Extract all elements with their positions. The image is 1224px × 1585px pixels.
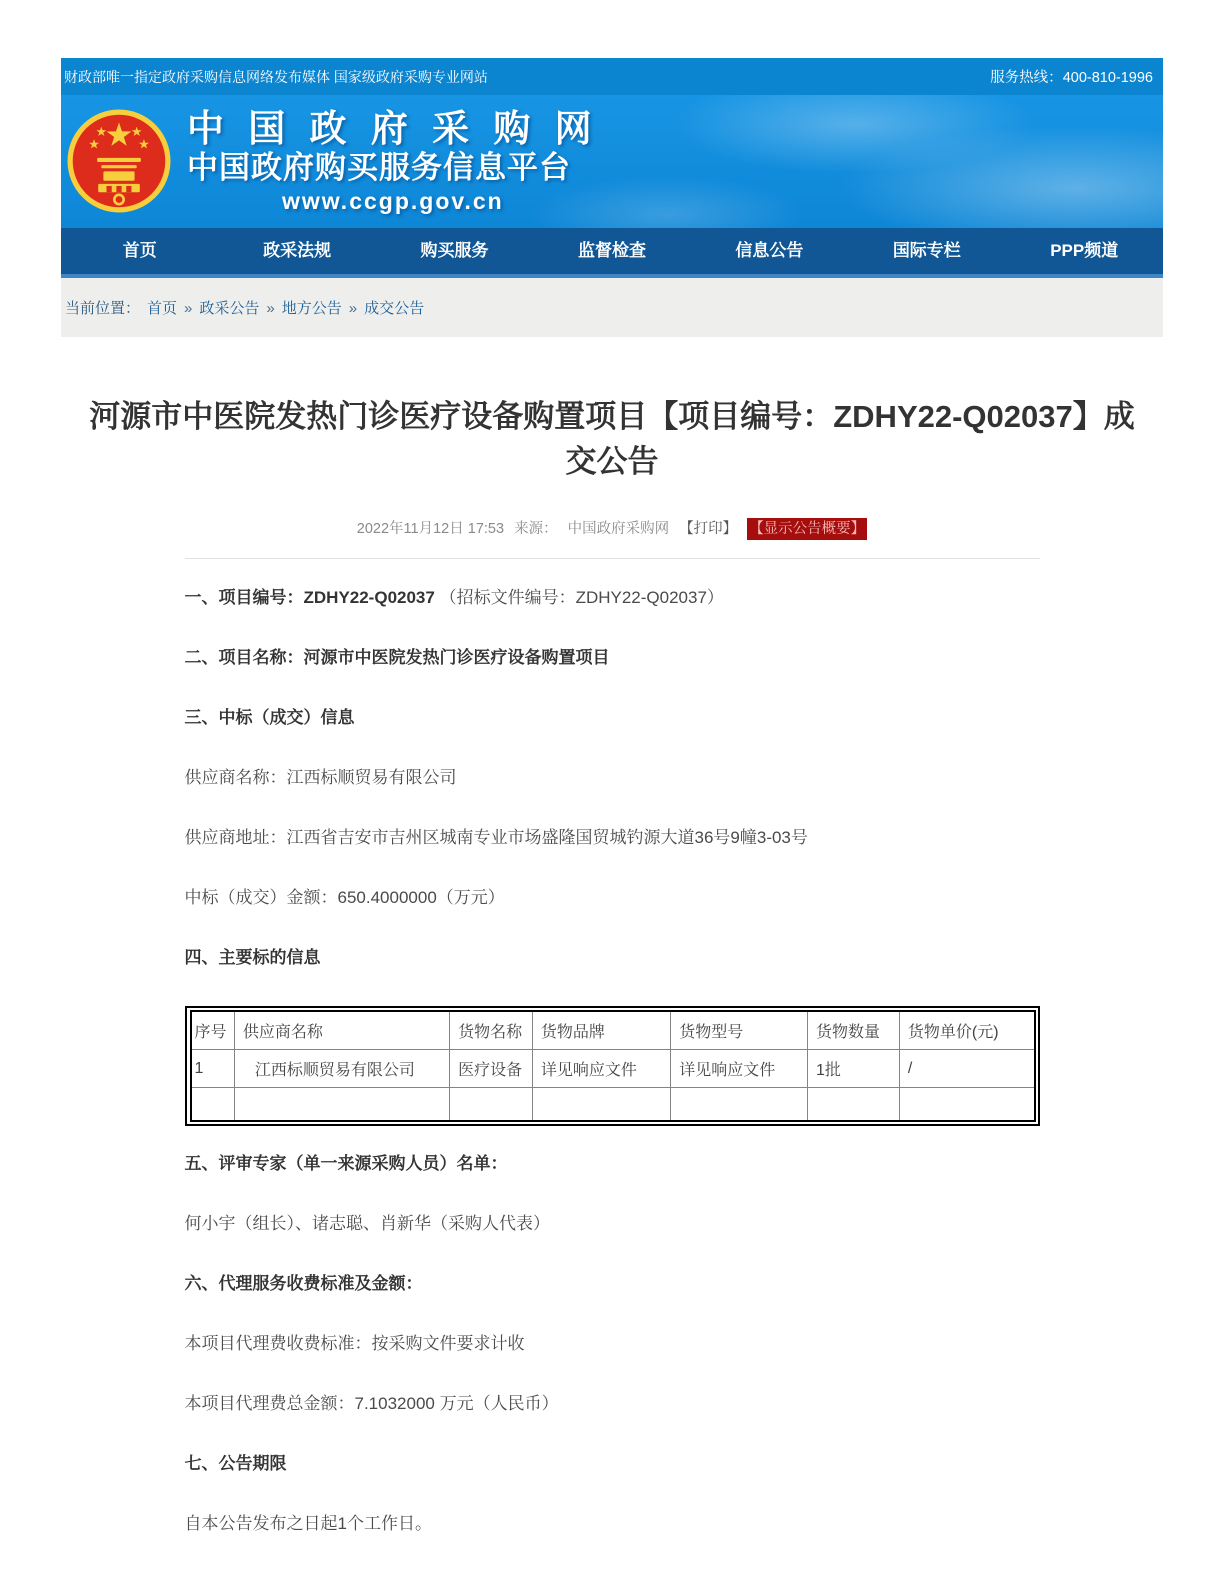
table-empty-cell-3	[532, 1088, 670, 1122]
print-button[interactable]: 【打印】	[679, 521, 738, 537]
table-empty-cell-1	[234, 1088, 449, 1122]
table-empty-cell-4	[671, 1088, 808, 1122]
announcement-period-line-text: 自本公告发布之日起1个工作日。	[184, 1514, 432, 1533]
goods-table-body	[191, 1050, 1035, 1122]
agency-fee-standard-line-text: 本项目代理费收费标准：按采购文件要求计收	[184, 1334, 525, 1353]
table-header-cell-1: 供应商名称	[234, 1011, 449, 1050]
nav-item-3[interactable]: 监督检查	[577, 241, 646, 260]
goods-table-wrap	[185, 1006, 1040, 1126]
award-amount-line	[185, 886, 1040, 910]
content-after-table	[185, 1152, 1040, 1536]
table-header-cell-6: 货物单价(元)	[899, 1011, 1034, 1050]
section-award-info-heading-bold: 三、中标（成交）信息	[184, 708, 355, 727]
table-header-cell-2: 货物名称	[450, 1011, 533, 1050]
section-agency-fee-heading	[185, 1272, 1040, 1296]
table-empty-row	[191, 1088, 1035, 1122]
experts-list-line	[185, 1212, 1040, 1236]
source-name: 中国政府采购网	[567, 521, 670, 537]
main-nav	[61, 228, 1163, 278]
supplier-name-line-text: 供应商名称：江西标顺贸易有限公司	[184, 768, 457, 787]
site-logo-link[interactable]	[61, 108, 599, 214]
supplier-address-line-text: 供应商地址：江西省吉安市吉州区城南专业市场盛隆国贸城钓源大道36号9幢3-03号	[184, 828, 808, 847]
section-main-subject-heading-bold: 四、主要标的信息	[184, 948, 321, 967]
publish-datetime: 2022年11月12日 17:53	[356, 521, 505, 537]
table-header-cell-0: 序号	[191, 1011, 235, 1050]
section-experts-heading-bold: 五、评审专家（单一来源采购人员）名单：	[184, 1154, 508, 1173]
nav-item-4[interactable]: 信息公告	[735, 241, 804, 260]
nav-item-5[interactable]: 国际专栏	[892, 241, 961, 260]
table-header-cell-3: 货物品牌	[532, 1011, 670, 1050]
table-cell-6: /	[899, 1050, 1034, 1088]
table-header-cell-5: 货物数量	[807, 1011, 899, 1050]
top-margin	[0, 0, 1224, 58]
section-announcement-period-heading	[185, 1452, 1040, 1476]
section-experts-heading	[185, 1152, 1040, 1176]
award-amount-line-text: 中标（成交）金额：650.4000000（万元）	[184, 888, 505, 907]
table-row	[191, 1050, 1035, 1088]
table-cell-4: 详见响应文件	[671, 1050, 808, 1088]
announcement-period-line	[185, 1512, 1040, 1536]
table-cell-5: 1批	[807, 1050, 899, 1088]
site-header	[61, 95, 1163, 228]
site-url: www.ccgp.gov.cn	[281, 187, 504, 214]
article	[61, 337, 1163, 1536]
source-label: 来源：	[514, 521, 558, 537]
section-agency-fee-heading-bold: 六、代理服务收费标准及金额：	[184, 1274, 423, 1293]
breadcrumb-item-2[interactable]: 地方公告	[281, 300, 342, 317]
table-cell-3: 详见响应文件	[532, 1050, 670, 1088]
table-empty-cell-5	[807, 1088, 899, 1122]
hotline-label: 服务热线：	[990, 70, 1063, 86]
section-project-name	[185, 646, 1040, 670]
table-empty-cell-6	[899, 1088, 1034, 1122]
agency-fee-total-line	[185, 1392, 1040, 1416]
topbar	[61, 58, 1163, 95]
breadcrumb-item-0[interactable]: 首页	[147, 300, 178, 317]
experts-list-line-text: 何小宇（组长）、诸志聪、肖新华（采购人代表）	[184, 1214, 550, 1233]
table-empty-cell-2	[450, 1088, 533, 1122]
table-cell-1: 江西标顺贸易有限公司	[234, 1050, 449, 1088]
section-award-info-heading	[185, 706, 1040, 730]
breadcrumb	[61, 278, 1163, 337]
page-title: 河源市中医院发热门诊医疗设备购置项目【项目编号：ZDHY22-Q02037】成交公告	[89, 399, 1135, 479]
table-empty-cell-0	[191, 1088, 235, 1122]
national-emblem-icon	[67, 109, 171, 213]
nav-item-2[interactable]: 购买服务	[420, 241, 489, 260]
breadcrumb-item-1[interactable]: 政采公告	[199, 300, 260, 317]
table-header-row	[191, 1011, 1035, 1050]
article-meta	[61, 517, 1163, 538]
nav-item-1[interactable]: 政采法规	[263, 241, 332, 260]
supplier-name-line	[185, 766, 1040, 790]
breadcrumb-label: 当前位置：	[65, 300, 141, 317]
section-project-name-bold: 二、项目名称：河源市中医院发热门诊医疗设备购置项目	[184, 648, 610, 667]
service-hotline	[990, 66, 1153, 87]
table-cell-0: 1	[191, 1050, 235, 1088]
section-announcement-period-heading-bold: 七、公告期限	[184, 1454, 287, 1473]
meta-divider	[185, 558, 1040, 559]
show-summary-button[interactable]: 【显示公告概要】	[747, 518, 867, 540]
table-cell-2: 医疗设备	[450, 1050, 533, 1088]
section-project-number-text: （招标文件编号：ZDHY22-Q02037）	[434, 588, 724, 607]
breadcrumb-separator: »	[348, 300, 358, 317]
supplier-address-line	[185, 826, 1040, 850]
header-titles	[187, 108, 599, 214]
breadcrumb-item-3[interactable]: 成交公告	[364, 300, 425, 317]
section-project-number	[185, 586, 1040, 610]
breadcrumb-links	[140, 297, 431, 318]
topbar-slogan: 财政部唯一指定政府采购信息网络发布媒体 国家级政府采购专业网站	[64, 68, 488, 85]
agency-fee-standard-line	[185, 1332, 1040, 1356]
breadcrumb-separator: »	[184, 300, 193, 317]
site-container	[61, 58, 1163, 1536]
nav-item-0[interactable]: 首页	[122, 241, 157, 260]
site-subtitle: 中国政府购买服务信息平台	[187, 149, 571, 185]
agency-fee-total-line-text: 本项目代理费总金额：7.1032000 万元（人民币）	[184, 1394, 559, 1413]
nav-item-6[interactable]: PPP频道	[1050, 241, 1119, 260]
breadcrumb-separator: »	[266, 300, 275, 317]
content-before-table	[185, 586, 1040, 970]
hotline-number: 400-810-1996	[1062, 70, 1153, 86]
goods-table	[190, 1010, 1036, 1122]
section-main-subject-heading	[185, 946, 1040, 970]
article-content	[185, 586, 1040, 1536]
section-project-number-bold: 一、项目编号：ZDHY22-Q02037	[184, 588, 435, 607]
site-name: 中 国 政 府 采 购 网	[187, 108, 599, 150]
table-header-cell-4: 货物型号	[671, 1011, 808, 1050]
